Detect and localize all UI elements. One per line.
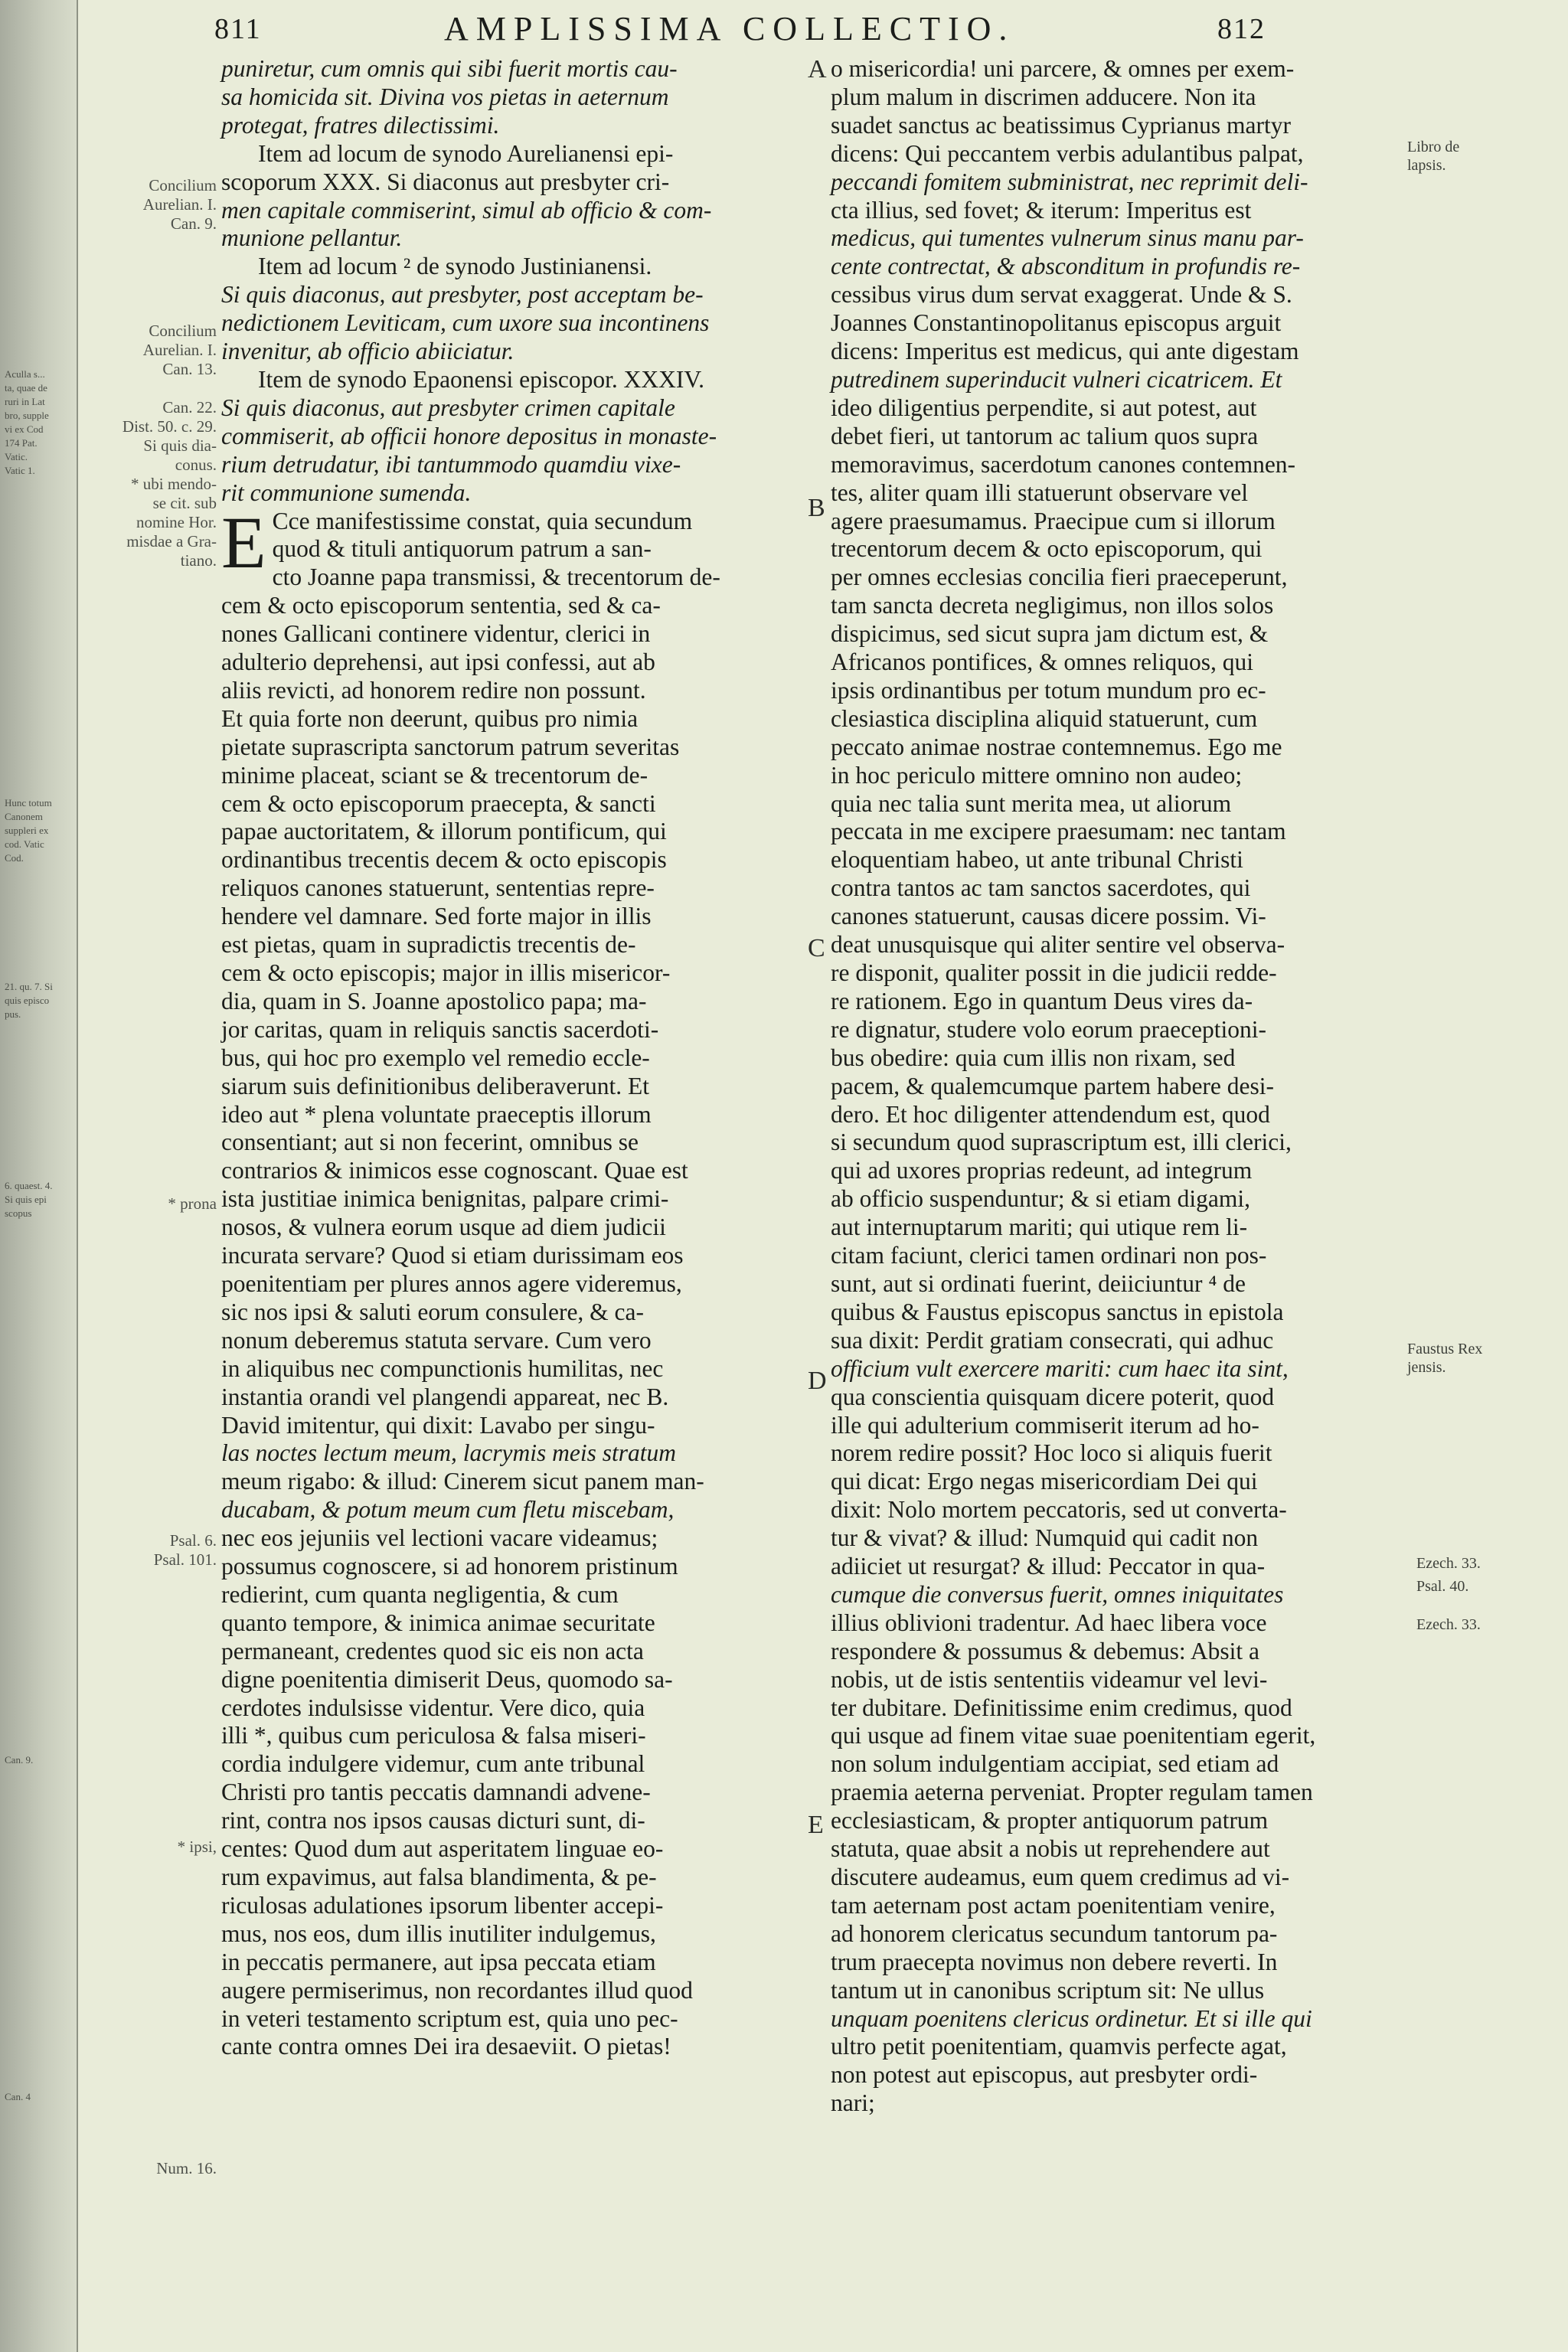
text-line: quod & tituli antiquorum patrum a san- <box>272 535 652 563</box>
text-line: Christi pro tantis peccatis damnandi advene- <box>221 1779 651 1806</box>
text-line: eloquentiam habeo, ut ante tribunal Christi <box>831 846 1243 874</box>
text-line: Cce manifestissime constat, quia secundum <box>272 507 693 534</box>
text-line: sua dixit: Perdit gratiam consecrati, qui adhuc <box>831 1326 1274 1354</box>
text-line: re rationem. Ego in quantum Deus vires da- <box>831 987 1253 1014</box>
margin-note: Ezech. 33. <box>1416 1616 1481 1633</box>
text-line: respondere & possumus & debemus: Absit a <box>831 1637 1259 1664</box>
text-line: peccato animae nostrae contemnemus. Ego me <box>831 733 1282 760</box>
text-line: in peccatis permanere, aut ipsa peccata etiam <box>221 1948 656 1975</box>
text-line: reliquos canones statuerunt, sententias repre- <box>221 874 655 902</box>
text-line: dixit: Nolo mortem peccatoris, sed ut converta- <box>831 1496 1287 1524</box>
text-line: clesiastica disciplina aliquid statuerunt, cum <box>831 704 1258 732</box>
text-line: suadet sanctus ac beatissimus Cyprianus martyr <box>831 111 1291 139</box>
running-title: AMPLISSIMA COLLECTIO. <box>444 10 1015 47</box>
text-line: quanto tempore, & inimica animae securitate <box>221 1609 655 1636</box>
section-letter: B <box>808 494 825 522</box>
text-line: nonum deberemus statuta servare. Cum vero <box>221 1326 652 1354</box>
text-line: in hoc periculo mittere omnino non audeo; <box>831 761 1243 789</box>
text-line: Et quia forte non deerunt, quibus pro nimia <box>221 704 639 732</box>
margin-note: Ezech. 33. <box>1416 1555 1481 1572</box>
text-line: ducabam, & potum meum cum fletu miscebam, <box>221 1496 675 1524</box>
text-line: unquam poenitens clericus ordinetur. Et si ille qui <box>831 2004 1312 2032</box>
left-text-column <box>221 55 811 2061</box>
text-line: rit communione sumenda. <box>221 479 472 506</box>
text-line: ordinantibus trecentis decem & octo episcopis <box>221 846 667 874</box>
text-line: cerdotes indulsisse videntur. Vere dico, quia <box>221 1694 645 1721</box>
text-line: David imitentur, qui dixit: Lavabo per singu- <box>221 1411 655 1439</box>
text-line: in veteri testamento scriptum est, quia uno pec- <box>221 2004 678 2032</box>
text-line: o misericordia! uni parcere, & omnes per exem- <box>831 55 1295 82</box>
text-line: adiiciet ut resurgat? & illud: Peccator in qua- <box>831 1553 1266 1580</box>
text-line: contrarios & inimicos esse cognoscant. Quae est <box>221 1157 688 1184</box>
text-line: trum praecepta novimus non debere reverti. In <box>831 1948 1278 1975</box>
text-line: ipsis ordinantibus per totum mundum pro ec- <box>831 676 1266 704</box>
margin-note: 6. quaest. 4. Si quis epi scopus <box>5 1180 53 1219</box>
text-line: bus obedire: quia cum illis non rixam, sed <box>831 1044 1236 1071</box>
text-line: in aliquibus nec compunctionis humilitas, nec <box>221 1354 664 1382</box>
text-line: re disponit, qualiter possit in die judicii redde- <box>831 959 1277 986</box>
text-line: cente contrectat, & absconditum in profundis re- <box>831 253 1301 280</box>
text-line: dicens: Imperitus est medicus, qui ante digestam <box>831 338 1299 365</box>
text-line: commiserit, ab officii honore depositus in monaste- <box>221 422 717 449</box>
margin-note: * ipsi, <box>177 1838 217 1856</box>
text-line: canones statuerunt, causas dicere possim. Vi- <box>831 903 1266 930</box>
text-line: tes, aliter quam illi statuerunt observare vel <box>831 479 1248 506</box>
text-line: dicens: Qui peccantem verbis adulantibus palpat, <box>831 139 1304 167</box>
text-line: ideo aut * plena voluntate praeceptis illorum <box>221 1100 652 1128</box>
text-line: cordia indulgere videmur, cum ante tribunal <box>221 1750 645 1778</box>
margin-note: Concilium Aurelian. I. Can. 13. <box>142 322 217 378</box>
text-line: statuta, quae absit a nobis ut reprehendere aut <box>831 1835 1270 1863</box>
text-line: permaneant, credentes quod sic eis non acta <box>221 1637 644 1664</box>
text-line: papae auctoritatem, & illorum pontificum, qui <box>221 818 667 845</box>
text-line: officium vult exercere mariti: cum haec ita sint, <box>831 1354 1289 1382</box>
text-line: sic nos ipsi & saluti eorum consulere, & ca- <box>221 1298 645 1325</box>
text-line: illi *, quibus cum periculosa & falsa miseri- <box>221 1722 646 1749</box>
margin-note: Psal. 6. Psal. 101. <box>153 1531 217 1569</box>
text-line: qui dicat: Ergo negas misericordiam Dei qui <box>831 1468 1258 1495</box>
text-line: centes: Quod dum aut asperitatem linguae eo- <box>221 1835 664 1863</box>
text-line: sunt, aut si ordinati fuerint, deiiciuntur ⁴ de <box>831 1269 1246 1297</box>
text-line: debet fieri, ut tantorum ac talium quos supra <box>831 422 1259 449</box>
right-page-number: 812 <box>1217 13 1266 45</box>
text-line: nec eos jejuniis vel lectioni vacare videamus; <box>221 1524 658 1552</box>
text-line: tur & vivat? & illud: Numquid qui cadit non <box>831 1524 1259 1552</box>
text-line: invenitur, ab officio abiiciatur. <box>221 338 514 365</box>
text-line: Item de synodo Epaonensi episcopor. XXXIV. <box>258 365 704 393</box>
text-line: Item ad locum ² de synodo Justinianensi. <box>258 253 652 280</box>
text-line: ter dubitare. Definitissime enim credimus, quod <box>831 1694 1292 1721</box>
text-line: nobis, ut de istis sententiis videamur vel levi- <box>831 1665 1268 1693</box>
text-line: cumque die conversus fuerit, omnes iniquitates <box>831 1580 1284 1608</box>
text-line: aliis revicti, ad honorem redire non possunt. <box>221 676 646 704</box>
text-line: scoporum XXX. Si diaconus aut presbyter cri- <box>221 168 670 195</box>
text-line: qui ad uxores proprias redeunt, ad integrum <box>831 1157 1253 1184</box>
text-line: trecentorum decem & octo episcoporum, qui <box>831 535 1263 563</box>
text-line: aut internuptarum mariti; qui utique rem li- <box>831 1214 1248 1241</box>
text-line: tam aeternam post actam poenitentiam venire, <box>831 1891 1276 1919</box>
section-letter: D <box>808 1367 827 1395</box>
right-text-column <box>831 55 1428 2118</box>
text-line: ista justitiae inimica benignitas, palpare crimi- <box>221 1185 669 1213</box>
text-line: tantum ut in canonibus scriptum sit: Ne ullus <box>831 1976 1265 2004</box>
text-line: Si quis diaconus, aut presbyter crimen capitale <box>221 394 675 421</box>
text-line: ille qui adulterium commiserit iterum ad ho- <box>831 1411 1259 1439</box>
section-letter: C <box>808 934 825 962</box>
text-line: dia, quam in S. Joanne apostolico papa; ma- <box>221 987 647 1014</box>
text-line: mus, nos eos, dum illis inutiliter indulgemus, <box>221 1919 656 1947</box>
text-line: Si quis diaconus, aut presbyter, post acceptam be- <box>221 281 704 309</box>
text-line: instantia orandi vel plangendi appareat, nec B. <box>221 1383 669 1410</box>
text-line: rint, contra nos ipsos causas dicturi sunt, di- <box>221 1807 645 1834</box>
text-line: augere permiserimus, non recordantes illud quod <box>221 1976 693 2004</box>
margin-note: Can. 9. <box>5 1754 34 1766</box>
text-line: las noctes lectum meum, lacrymis meis stratum <box>221 1439 677 1467</box>
margin-note: Can. 4 <box>5 2091 31 2102</box>
text-line: nosos, & vulnera eorum usque ad diem judicii <box>221 1214 666 1241</box>
text-line: ab officio suspenduntur; & si etiam digami, <box>831 1185 1250 1213</box>
text-line: sa homicida sit. Divina vos pietas in aeternum <box>221 83 669 110</box>
previous-page-edge <box>0 0 78 2352</box>
text-line: cessibus virus dum servat exaggerat. Unde & S. <box>831 281 1292 309</box>
text-line: poenitentiam per plures annos agere videremus, <box>221 1269 682 1297</box>
text-line: cante contra omnes Dei ira desaeviit. O pietas! <box>221 2033 671 2060</box>
text-line: dispicimus, sed sicut supra jam dictum est, & <box>831 620 1269 648</box>
section-letter: A <box>808 55 827 83</box>
text-line: ecclesiasticam, & propter antiquorum patrum <box>831 1807 1269 1834</box>
text-line: cta illius, sed fovet; & iterum: Imperitus est <box>831 196 1252 224</box>
text-line: hendere vel damnare. Sed forte major in illis <box>221 903 652 930</box>
text-line: ideo diligentius perpendite, si aut potest, aut <box>831 394 1257 421</box>
text-line: Africanos pontifices, & omnes reliquos, qui <box>831 648 1254 676</box>
text-line: dero. Et hoc diligenter attendendum est, quod <box>831 1100 1270 1128</box>
text-line: discutere audeamus, eum quem credimus ad vi- <box>831 1864 1290 1890</box>
text-line: per omnes ecclesias concilia fieri praeceperunt, <box>831 564 1288 591</box>
text-line: citam faciunt, clerici tamen ordinari non pos- <box>831 1242 1267 1269</box>
text-line: nedictionem Leviticam, cum uxore sua incontinens <box>221 309 710 337</box>
text-line: memoravimus, sacerdotum canones contemnen- <box>831 450 1296 478</box>
text-line: digne poenitentia dimiserit Deus, quomodo sa- <box>221 1665 673 1693</box>
text-line: cem & octo episcopis; major in illis misericor- <box>221 959 671 986</box>
text-line: qua conscientia quisquam dicere poterit, quod <box>831 1383 1275 1410</box>
margin-note: 21. qu. 7. Si quis episco pus. <box>5 981 53 1020</box>
text-line: norem redire possit? Hoc loco si aliquis fuerit <box>831 1439 1272 1467</box>
text-line: cem & octo episcoporum sententia, sed & ca- <box>221 592 661 619</box>
text-line: contra tantos ac tam sanctos sacerdotes, qui <box>831 874 1251 902</box>
margin-note: Aculla s... ta, quae de ruri in Lat bro, supple vi ex Cod 174 Pat. Vatic. Vatic 1. <box>5 368 49 476</box>
text-line: peccandi fomitem subministrat, nec reprimit deli- <box>831 168 1308 195</box>
text-line: praemia aeterna perveniat. Propter regulam tamen <box>831 1779 1313 1806</box>
running-header <box>214 9 1568 55</box>
text-line: incurata servare? Quod si etiam durissimam eos <box>221 1242 684 1269</box>
text-line: putredinem superinducit vulneri cicatricem. Et <box>831 365 1282 393</box>
text-line: ultro petit poenitentiam, quamvis perfecte agat, <box>831 2033 1287 2060</box>
text-line: bus, qui hoc pro exemplo vel remedio eccle- <box>221 1044 650 1071</box>
text-line: Joannes Constantinopolitanus episcopus arguit <box>831 309 1282 337</box>
text-line: meum rigabo: & illud: Cinerem sicut panem man- <box>221 1468 704 1495</box>
margin-note: Can. 22. Dist. 50. c. 29. Si quis dia- conus. <box>122 398 217 474</box>
text-line: cto Joanne papa transmissi, & trecentorum de- <box>272 564 720 591</box>
text-line: est pietas, quam in supradictis trecentis de- <box>221 931 636 959</box>
text-line: si secundum quod suprascriptum est, illi clerici, <box>831 1129 1292 1156</box>
text-line: non solum indulgentiam accipiat, sed etiam ad <box>831 1750 1279 1778</box>
text-line: nari; <box>831 2089 875 2117</box>
text-line: plum malum in discrimen adducere. Non ita <box>831 83 1256 110</box>
text-line: redierint, cum quanta negligentia, & cum <box>221 1580 619 1608</box>
text-line: deat unusquisque qui aliter sentire vel observa- <box>831 931 1285 959</box>
text-line: non potest aut episcopus, aut presbyter ordi- <box>831 2061 1258 2089</box>
text-line: rum expavimus, aut falsa blandimenta, & pe- <box>221 1864 657 1890</box>
text-line: medicus, qui tumentes vulnerum sinus manu par- <box>831 224 1304 252</box>
margin-note: Hunc totum Canonem suppleri ex cod. Vatic Cod. <box>5 797 52 864</box>
text-line: protegat, fratres dilectissimi. <box>221 111 500 139</box>
margin-note: Libro de lapsis. <box>1407 139 1460 174</box>
margin-note: Concilium Aurelian. I. Can. 9. <box>142 176 217 233</box>
margin-note: * ubi mendo- se cit. sub nomine Hor. misdae a Gra- tiano. <box>126 475 217 570</box>
text-line: rium detrudatur, ibi tantummodo quamdiu vixe- <box>221 450 681 478</box>
text-line: agere praesumamus. Praecipue cum si illorum <box>831 507 1276 534</box>
text-line: tam sancta decreta negligimus, non illos solos <box>831 592 1274 619</box>
text-line: quia nec talia sunt merita mea, ut aliorum <box>831 789 1232 817</box>
text-line: nones Gallicani continere videntur, clerici in <box>221 620 651 648</box>
text-line: Item ad locum de synodo Aurelianensi epi- <box>258 139 674 167</box>
text-line: re dignatur, studere volo eorum praeceptioni- <box>831 1015 1267 1043</box>
margin-note: Faustus Rex jensis. <box>1407 1341 1483 1376</box>
left-page-number: 811 <box>214 13 262 45</box>
text-line: illius oblivioni tradentur. Ad haec libera voce <box>831 1609 1267 1636</box>
text-line: cem & octo episcoporum praecepta, & sancti <box>221 789 656 817</box>
text-line: quibus & Faustus episcopus sanctus in epistola <box>831 1298 1284 1325</box>
text-line: peccata in me excipere praesumam: nec tantam <box>831 818 1286 845</box>
margin-note: Psal. 40. <box>1416 1578 1469 1595</box>
text-line: minime placeat, sciant se & trecentorum de- <box>221 761 648 789</box>
text-line: adulterio deprehensi, aut ipsi confessi, aut ab <box>221 648 655 676</box>
text-line: qui usque ad finem vitae suae poenitentiam egerit, <box>831 1722 1316 1749</box>
text-line: pacem, & qualemcumque partem habere desi- <box>831 1072 1274 1099</box>
text-line: siarum suis definitionibus deliberaverunt. Et <box>221 1072 650 1099</box>
margin-note: Num. 16. <box>156 2159 217 2177</box>
text-line: consentiant; aut si non fecerint, omnibus se <box>221 1129 639 1156</box>
drop-cap: E <box>221 501 266 583</box>
text-line: riculosas adulationes ipsorum libenter accepi- <box>221 1891 664 1919</box>
text-line: ad honorem clericatus secundum tantorum pa- <box>831 1919 1278 1947</box>
section-letter: E <box>808 1811 824 1839</box>
text-line: possumus cognoscere, si ad honorem pristinum <box>221 1553 678 1580</box>
margin-note: * prona <box>168 1194 217 1213</box>
text-line: men capitale commiserint, simul ab officio & com- <box>221 196 712 224</box>
text-line: munione pellantur. <box>221 224 403 252</box>
text-line: pietate suprascripta sanctorum patrum severitas <box>221 733 680 760</box>
text-line: jor caritas, quam in reliquis sanctis sacerdoti- <box>221 1015 659 1043</box>
text-line: puniretur, cum omnis qui sibi fuerit mortis cau- <box>221 55 678 82</box>
